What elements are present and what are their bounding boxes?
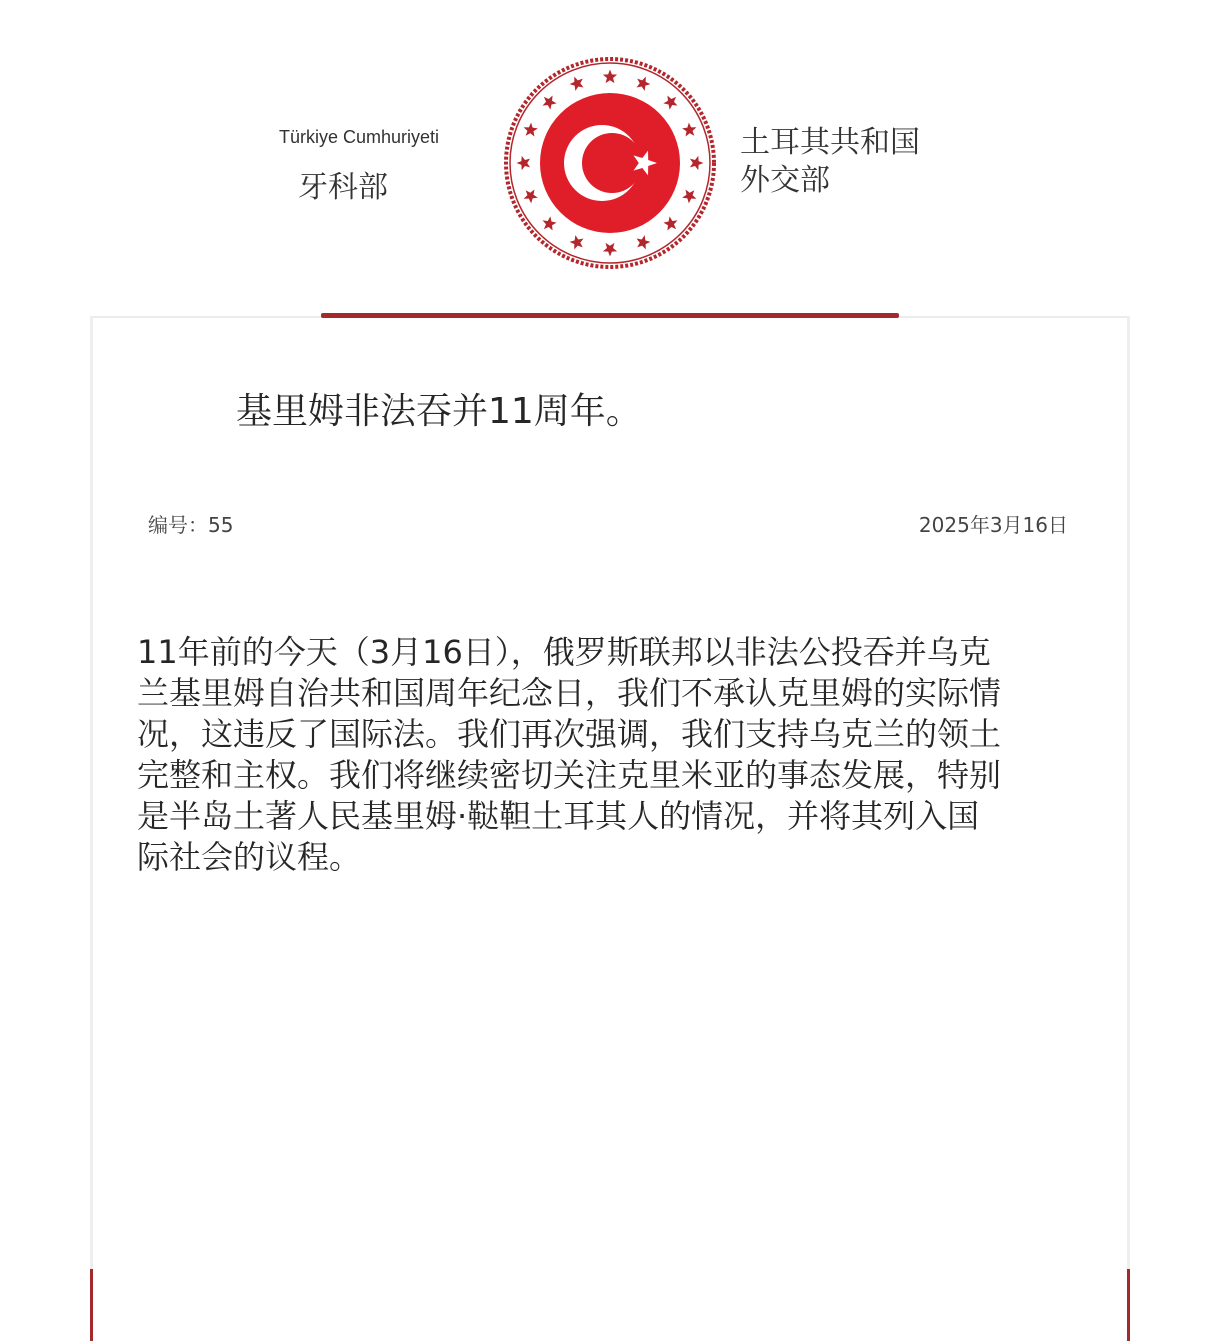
body-line: 兰基里姆自治共和国周年纪念日，我们不承认克里姆的实际情 [137,674,1002,712]
turkish-crescent-star-seal-icon [502,55,718,271]
body-line: 是半岛土著人民基里姆·鞑靼土耳其人的情况，并将其列入国 [137,797,980,835]
document-number: 编号：55 [148,513,234,537]
document-frame-right [1127,316,1130,1341]
letterhead-latin-name: Türkiye Cumhuriyeti [279,127,440,147]
document-title: 基里姆非法吞并11周年。 [236,391,642,432]
letterhead-left-chinese-name: 牙科部 [298,170,388,205]
document-frame-left [90,316,93,1341]
body-line: 完整和主权。我们将继续密切关注克里米亚的事态发展，特别 [137,756,1002,794]
body-line: 况，这违反了国际法。我们再次强调，我们支持乌克兰的领土 [137,715,1002,753]
letterhead-country-line: 土耳其共和国 [740,125,920,160]
letterhead-ministry-name [740,124,920,200]
document-date: 2025年3月16日 [918,513,1068,537]
letterhead-ministry-line: 外交部 [740,163,830,198]
body-line: 11年前的今天（3月16日），俄罗斯联邦以非法公投吞并乌克 [137,633,991,671]
body-line: 际社会的议程。 [137,838,362,876]
header-divider-rule [321,313,899,318]
document-body [137,632,1087,878]
